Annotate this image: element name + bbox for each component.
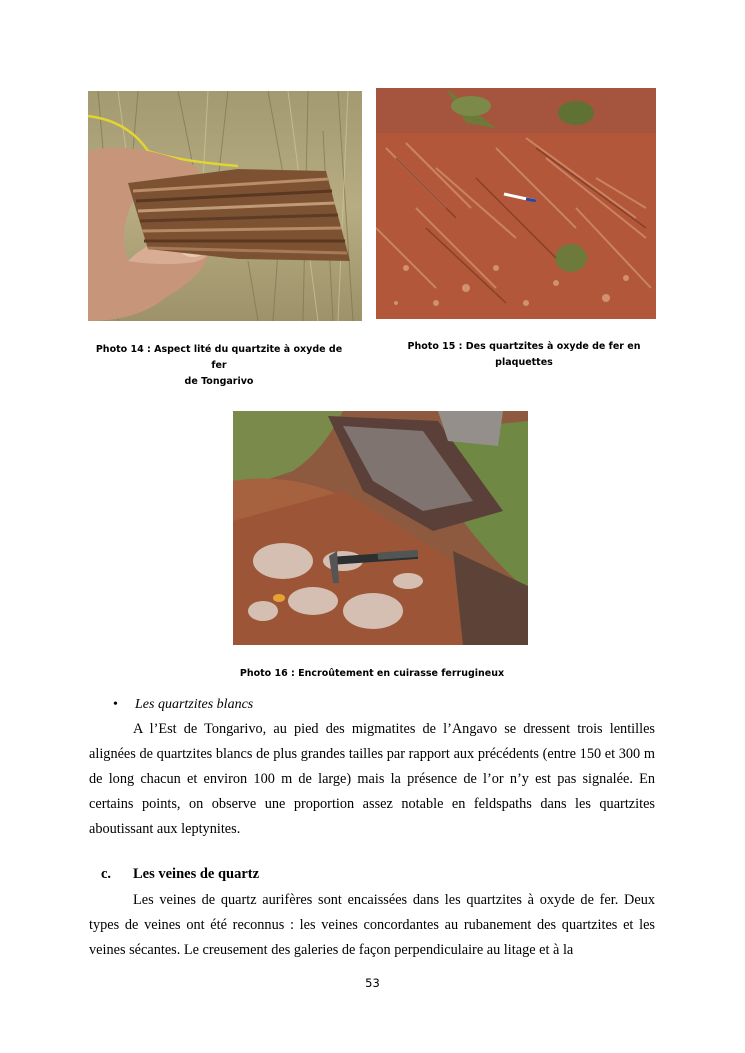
photo-15-platy-quartzites: [376, 88, 656, 319]
photo-15-caption-line1: Photo 15 : Des quartzites à oxyde de fer en: [407, 341, 641, 352]
photo-15-caption: [398, 339, 650, 371]
section-title: Les veines de quartz: [133, 866, 260, 882]
photo-14-image: [88, 91, 362, 321]
photo-16-caption: [233, 666, 511, 682]
photo-15-caption-line2: plaquettes: [495, 357, 553, 368]
bullet-point: •: [113, 697, 118, 712]
section-label: c.: [101, 866, 112, 882]
photo-16-caption-line1: Photo 16 : Encroûtement en cuirasse ferrugineux: [239, 668, 505, 679]
photo-14-caption-line1: Photo 14 : Aspect lité du quartzite à oxyde de fer: [95, 344, 343, 371]
photo-14-caption-line2: de Tongarivo: [184, 376, 254, 387]
photo-15-image: [376, 88, 656, 319]
paragraph-text: A l’Est de Tongarivo, au pied des migmatites de l’Angavo se dressent trois lentilles alignées de quartzites blancs de plus grandes tailles par rapport aux précédents (entre 150 et 300 m de long chacun et environ 100 m de large) mais la présence de l’or n’y est pas signalée. En certains points, on observe une proportion assez notable en feldspaths dans les quartzites aboutissant aux leptynites.: [89, 721, 655, 837]
paragraph-veines: [89, 888, 655, 963]
photo-16-image: [233, 411, 528, 645]
photo-14-banded-quartzite: [88, 91, 362, 321]
subsection-title: Les quartzites blancs: [135, 697, 254, 712]
paragraph-quartzites-blancs: [89, 717, 655, 842]
photo-14-caption: [88, 342, 350, 390]
page-number: 53: [365, 976, 380, 990]
photo-16-ferruginous-crust: [233, 411, 528, 645]
paragraph-text: Les veines de quartz aurifères sont encaissées dans les quartzites à oxyde de fer. Deux types de veines ont été reconnus : les veines concordantes au rubanement des quartzites et les veines sécantes. Le creusement des galeries de façon perpendiculaire au litage et à la: [89, 892, 655, 958]
